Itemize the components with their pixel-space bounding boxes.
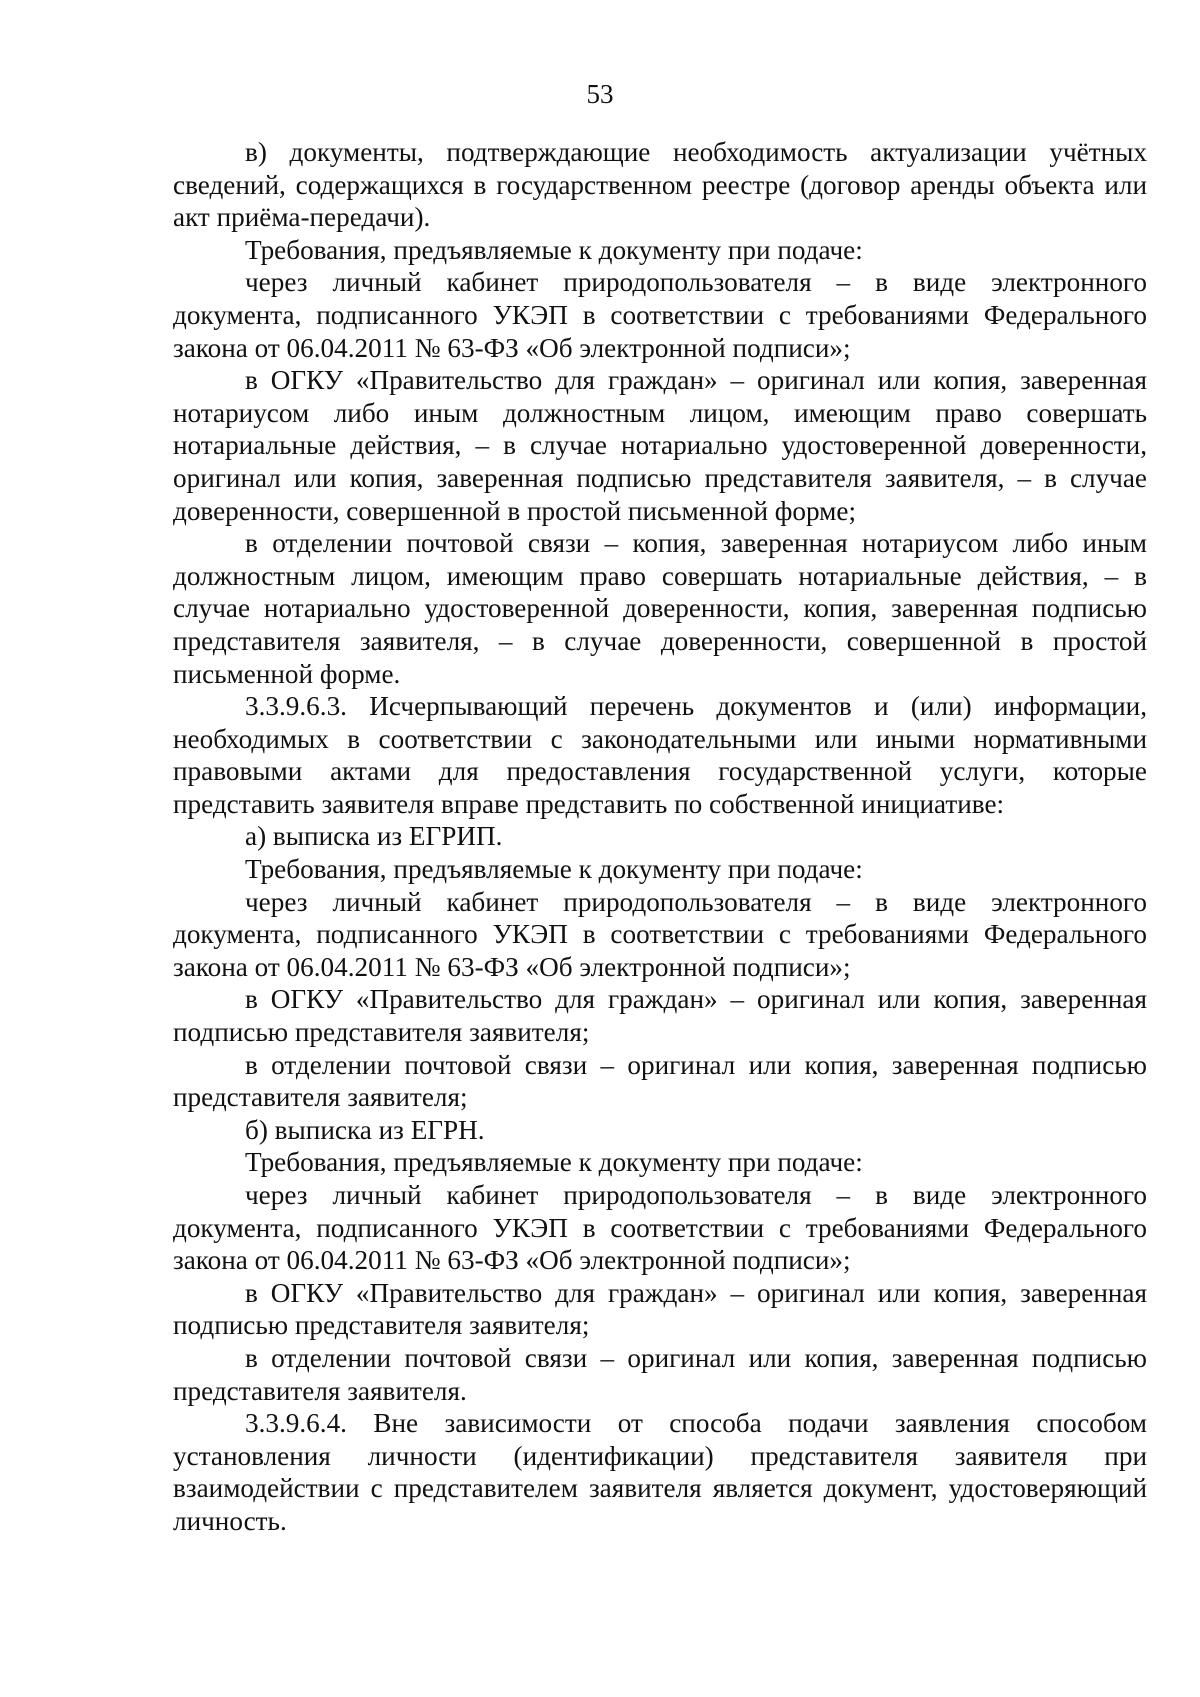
paragraph: Требования, предъявляемые к документу при подаче:: [245, 1147, 863, 1178]
paragraph: в ОГКУ «Правительство для граждан» – оригинал или копия, заверенная подписью представителя заявителя;: [173, 1277, 1147, 1341]
document-body: [173, 136, 1147, 1538]
paragraph: в отделении почтовой связи – копия, заверенная нотариусом либо иным должностным лицом, имеющим право совершать нотариальные действия, – в случае нотариально удостоверенной доверенности, копия, заверенная подписью представителя заявителя, – в случае доверенности, совершенной в простой письменной форме.: [173, 528, 1147, 689]
paragraph: в отделении почтовой связи – оригинал или копия, заверенная подписью представителя заявителя.: [173, 1342, 1147, 1406]
paragraph: Требования, предъявляемые к документу при подаче:: [245, 234, 863, 265]
paragraph: через личный кабинет природопользователя – в виде электронного документа, подписанного УКЭП в соответствии с требованиями Федерального закона от 06.04.2011 № 63-ФЗ «Об электронной подписи»;: [173, 1180, 1147, 1276]
paragraph: через личный кабинет природопользователя – в виде электронного документа, подписанного УКЭП в соответствии с требованиями Федерального закона от 06.04.2011 № 63-ФЗ «Об электронной подписи»;: [173, 267, 1147, 363]
paragraph: Требования, предъявляемые к документу при подаче:: [245, 854, 863, 885]
paragraph: в отделении почтовой связи – оригинал или копия, заверенная подписью представителя заявителя;: [173, 1049, 1147, 1113]
paragraph: а) выписка из ЕГРИП.: [245, 821, 503, 852]
paragraph: б) выписка из ЕГРН.: [245, 1114, 485, 1145]
paragraph: 3.3.9.6.3. Исчерпывающий перечень документов и (или) информации, необходимых в соответствии с законодательными или иными нормативными правовыми актами для предоставления государственной услуги, которые представить заявителя вправе представить по собственной инициативе:: [173, 691, 1147, 819]
paragraph: в ОГКУ «Правительство для граждан» – оригинал или копия, заверенная нотариусом либо иным должностным лицом, имеющим право совершать нотариальные действия, – в случае нотариально удостоверенной доверенности, оригинал или копия, заверенная подписью представителя заявителя, – в случае доверенности, совершенной в простой письменной форме;: [173, 365, 1147, 526]
page-number: 53: [586, 79, 614, 109]
paragraph: 3.3.9.6.4. Вне зависимости от способа подачи заявления способом установления личности (идентификации) представителя заявителя при взаимодействии с представителем заявителя является документ, удостоверяющий личность.: [173, 1408, 1147, 1536]
paragraph: в) документы, подтверждающие необходимость актуализации учётных сведений, содержащихся в государственном реестре (договор аренды объекта или акт приёма-передачи).: [173, 137, 1147, 233]
paragraph: через личный кабинет природопользователя – в виде электронного документа, подписанного УКЭП в соответствии с требованиями Федерального закона от 06.04.2011 № 63-ФЗ «Об электронной подписи»;: [173, 886, 1147, 982]
paragraph: в ОГКУ «Правительство для граждан» – оригинал или копия, заверенная подписью представителя заявителя;: [173, 984, 1147, 1048]
